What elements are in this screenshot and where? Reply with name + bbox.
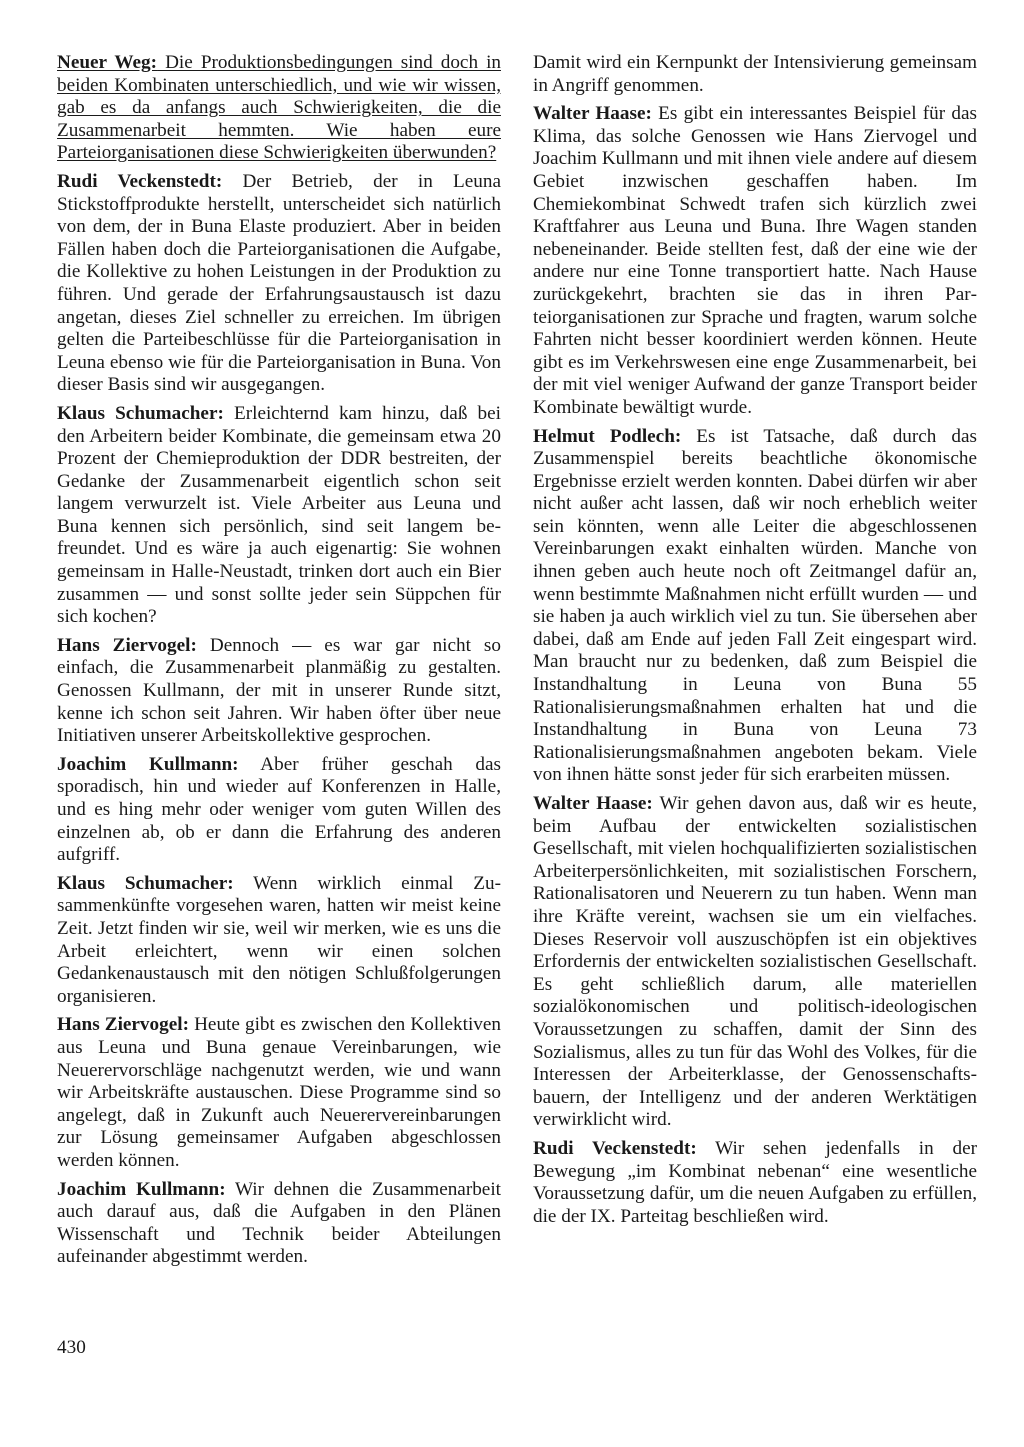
left-column	[57, 52, 501, 1275]
speaker-name: Helmut Podlech:	[533, 425, 682, 447]
speaker-name: Walter Haase:	[533, 793, 653, 814]
speaker-name: Rudi Veckenstedt:	[57, 170, 223, 192]
right-column	[533, 52, 977, 1234]
continued-paragraph: Damit wird ein Kernpunkt der Intensivierung gemeinsam in Angriff genommen.	[533, 52, 977, 96]
interview-answer	[57, 754, 501, 867]
interview-answer	[57, 635, 501, 748]
paragraph-text: Der Betrieb, der in Leuna Stickstoffprodukte herstellt, unterscheidet sich natürlich von dem, der in Buna Elaste produziert. Aber in beiden Fällen haben doch die Parteiorganisationen die Aufgabe, die Kollektive zu hohen Leistungen in der Produktion zu führen. Und gerade der Erfahrungsaustausch ist dazu angetan, dieses Ziel schneller zu erreichen. Im übrigen gelten die Parteibeschlüsse für die Parteiorganisation in Leuna ebenso wie für die Parteiorganisation in Buna. Von dieser Basis sind wir ausgegangen.	[57, 170, 501, 396]
interview-answer	[57, 171, 501, 397]
page-number: 430	[57, 1337, 86, 1358]
paragraph-text: Wir gehen davon aus, daß wir es heute, beim Aufbau der entwickelten sozialistischen Gesellschaft, mit vielen hochqualifizierten sozialistischen Arbeiterpersönlichkeiten, mit sozialistischen Forschern, Rationalisatoren und Neuerern zu tun haben. Wenn man ihre Kräfte vereint, wachsen sie um ein vielfaches. Dieses Reservoir voll auszuschöpfen ist ein objektives Erfordernis der entwickelten sozialistischen Gesellschaft. Es geht schließlich darum, alle materiellen sozialökonomischen und politisch-ideologischen Voraussetzungen zu schaffen, damit der Sinn des Sozialismus, alles zu tun für das Wohl des Volkes, für die Interessen der Arbeiterklasse, der Genossenschaftsbauern, der Intelligenz und der anderen Werktätigen verwirklicht wird.	[533, 793, 977, 1131]
interview-answer	[57, 1014, 501, 1172]
interview-question	[57, 52, 501, 165]
speaker-name: Klaus Schumacher:	[57, 872, 234, 894]
speaker-name: Neuer Weg:	[57, 52, 158, 73]
interview-answer	[533, 426, 977, 788]
interview-answer	[533, 103, 977, 419]
speaker-name: Hans Ziervogel:	[57, 634, 197, 656]
interview-answer	[57, 873, 501, 1009]
paragraph-text: Erleichternd kam hinzu, daß bei den Arbeitern beider Kombinate, die gemeinsam etwa 20 Prozent der Chemieproduktion der DDR bestreiten, der Gedanke der Zusammenarbeit eigentlich schon seit langem verwurzelt ist. Viele Arbeiter aus Leuna und Buna kennen sich persönlich, sind seit langem befreundet. Und es wäre ja auch eigenartig: Sie wohnen gemeinsam in Halle-Neustadt, trinken dort auch ein Bier zusammen — und sonst sollte jeder sein Süppchen für sich kochen?	[57, 402, 501, 628]
paragraph-text: Wenn wirklich einmal Zusammenkünfte vorgesehen waren, hatten wir meist keine Zeit. Jetzt finden wir sie, weil wir merken, wie es uns die Arbeit erleichtert, wenn wir einen solchen Gedankenaustausch mit den nötigen Schlußfolgerungen organisieren.	[57, 872, 501, 1007]
speaker-name: Walter Haase:	[533, 103, 652, 125]
interview-answer	[57, 1179, 501, 1269]
interview-answer	[533, 793, 977, 1132]
speaker-name: Joachim Kullmann:	[57, 1178, 226, 1200]
interview-answer	[533, 1138, 977, 1228]
speaker-name: Joachim Kullmann:	[57, 753, 239, 775]
paragraph-text: Wir dehnen die Zusammenarbeit auch darauf aus, daß die Aufgaben in den Plänen Wissenschaft und Technik beider Abteilungen aufeinander abgestimmt werden.	[57, 1178, 501, 1268]
paragraph-text: Wir sehen jedenfalls in der Bewegung „im Kombinat nebenan“ eine wesentliche Voraussetzung dafür, um die neuen Aufgaben zu erfüllen, die der IX. Parteitag beschließen wird.	[533, 1137, 977, 1227]
speaker-name: Hans Ziervogel:	[57, 1014, 189, 1036]
paragraph-text: Es gibt ein interessantes Beispiel für das Klima, das solche Genossen wie Hans Ziervogel und Joachim Kullmann und mit ihnen viele andere auf diesem Gebiet inzwischen geschaffen haben. Im Chemiekombinat Schwedt trafen sich kürzlich zwei Kraftfahrer aus Leuna und Buna. Ihre Wagen standen nebeneinander. Beide stellten fest, daß der eine wie der andere nur eine Tonne transportiert hatte. Nach Hause zurückgekehrt, brachten sie das in ihren Parteiorganisationen zur Sprache und fragten, warum solche Fahrten nicht besser koordiniert werden können. Heute gibt es im Verkehrswesen eine enge Zusammenarbeit, bei der mit viel weniger Aufwand der ganze Transport beider Kombinate bewältigt wurde.	[533, 103, 977, 418]
paragraph-text: Dennoch — es war gar nicht so einfach, die Zusammenarbeit planmäßig zu gestalten. Genossen Kullmann, der mit in unserer Runde sitzt, kenne ich schon seit Jahren. Wir haben öfter über neue Initiativen unserer Arbeitskollektive gesprochen.	[57, 634, 501, 747]
paragraph-text: Die Produktionsbedingungen sind doch in beiden Kombinaten unterschiedlich, und wie wir wissen, gab es da anfangs auch Schwierigkeiten, die die Zusammenarbeit hemmten. Wie haben eure Parteiorganisationen diese Schwierigkeiten überwunden?	[57, 52, 501, 164]
paragraph-text: Aber früher geschah das sporadisch, hin und wieder auf Konferenzen in Halle, und es hing mehr oder weniger vom guten Willen des einzelnen ab, ob er dann die Erfahrung des anderen aufgriff.	[57, 753, 501, 866]
speaker-name: Rudi Veckenstedt:	[533, 1137, 697, 1159]
interview-answer	[57, 403, 501, 629]
speaker-name: Klaus Schumacher:	[57, 402, 224, 424]
paragraph-text: Heute gibt es zwischen den Kollektiven aus Leuna und Buna genaue Vereinbarungen, wie Neuerervorschläge nachgenutzt werden, wie und wann wir Arbeitskräfte austauschen. Diese Programme sind so angelegt, daß in Zukunft auch Neuerervereinbarungen zur Lösung gemeinsamer Aufgaben abgeschlossen werden können.	[57, 1014, 501, 1171]
paragraph-text: Es ist Tatsache, daß durch das Zusammenspiel bereits beachtliche ökonomische Ergebnisse erzielt werden konnten. Dabei dürfen wir aber nicht außer acht lassen, daß wir noch erheblich weiter sein könnten, wenn alle Leiter die abgeschlossenen Vereinbarungen exakt einhalten würden. Manche von ihnen geben auch heute noch oft Zeitmangel dafür an, wenn bestimmte Maßnahmen nicht erfüllt wurden — und sie haben ja auch wirklich viel zu tun. Sie übersehen aber dabei, daß am Ende auf jeden Fall Zeit eingespart wird. Man braucht nur zu bedenken, daß zum Beispiel die Instandhaltung in Leuna von Buna 55 Rationalisierungsmaßnahmen erhalten hat und die Instandhaltung in Buna von Leuna 73 Rationalisierungsmaßnahmen angeboten bekam. Viele von ihnen hätte sonst jeder für sich erarbeiten müssen.	[533, 425, 977, 786]
